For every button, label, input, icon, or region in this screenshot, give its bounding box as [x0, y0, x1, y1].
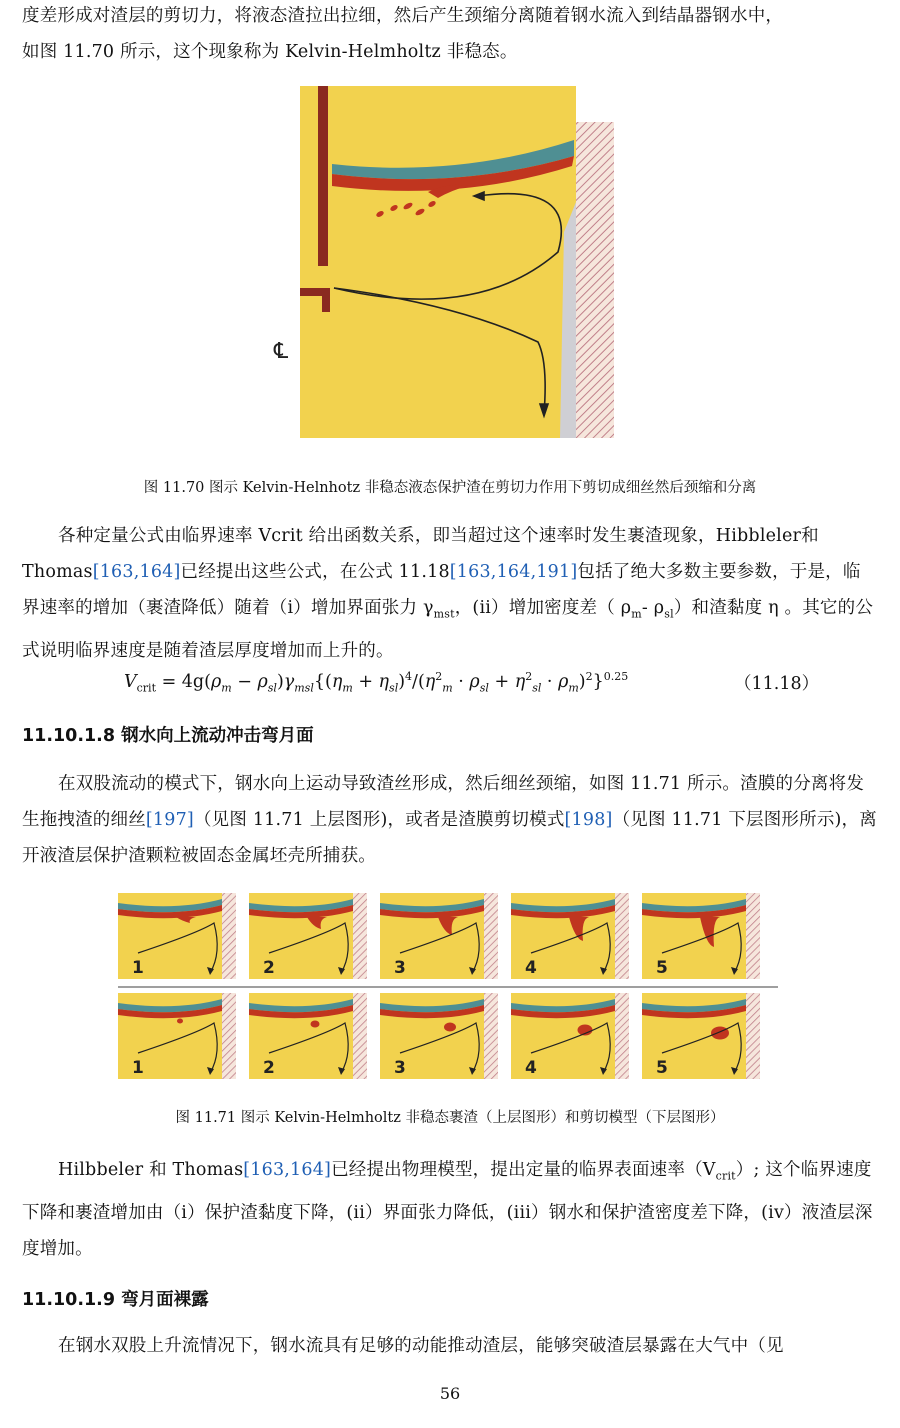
figure-11-71 — [118, 893, 778, 1083]
panel-label: 4 — [525, 1058, 537, 1078]
panel-bottom-2 — [249, 993, 367, 1079]
steel-pool — [300, 86, 576, 438]
panel-bottom-3 — [380, 993, 498, 1079]
panel-label: 2 — [263, 958, 275, 978]
figure-11-70-caption: 图 11.70 图示 Kelvin-Helnhotz 非稳态液态保护渣在剪切力作用下剪切成细丝然后颈缩和分离 — [143, 480, 757, 496]
ref-link[interactable]: [197] — [145, 810, 194, 830]
panel-top-5 — [642, 893, 760, 979]
ref-link[interactable]: [163,164] — [243, 1160, 332, 1180]
panel-top-2 — [249, 893, 367, 979]
ref-link[interactable]: [198] — [564, 810, 613, 830]
panel-bottom-1 — [118, 993, 236, 1079]
panel-bottom-4 — [511, 993, 629, 1079]
paragraph-meniscus-exposure: 在钢水双股上升流情况下，钢水流具有足够的动能推动渣层，能够突破渣层暴露在大气中（见 — [58, 1336, 784, 1356]
intro-paragraph: 度差形成对渣层的剪切力，将液态渣拉出拉细，然后产生颈缩分离随着钢水流入到结晶器钢水中， 如图 11.70 所示，这个现象称为 Kelvin-Helmholtz 非稳态。 — [22, 6, 784, 62]
figure-11-71-caption: 图 11.71 图示 Kelvin-Helmholtz 非稳态裹渣（上层图形）和剪切模型（下层图形） — [175, 1110, 725, 1126]
paragraph-physical-model: Hilbbeler 和 Thomas[163,164]已经提出物理模型，提出定量的临界表面速率$(V_{crit})$; 这个临界速度下降和裹渣增加由（i）保护渣黏度下降，(ii）界面张力降低，(iii）钢水和保护渣密度差下降，(iv）液渣层深度增加。 — [22, 1160, 873, 1259]
ref-link[interactable]: [163,164] — [92, 562, 181, 582]
equation-11-18: $V_{crit} = 4g(\rho_m - \rho_{sl})\gamma_{msl}\{(\eta_m + \eta_{sl})^4/(\eta^2_m \cdot \rho_{sl} + \eta^2_{sl} \cdot \rho_m)^2\}^{0.25}$ — [124, 670, 629, 695]
ref-link[interactable]: [163,164,191] — [449, 562, 578, 582]
sen-nozzle-wall — [318, 86, 328, 266]
centerline-symbol: ℄ — [274, 339, 289, 364]
equation-number: （11.18） — [734, 674, 820, 694]
sen-port-lip — [322, 288, 330, 312]
panel-top-1 — [118, 893, 236, 979]
figure-11-70 — [274, 82, 618, 442]
panel-bottom-5 — [642, 993, 760, 1079]
panel-label: 3 — [394, 1058, 406, 1078]
paragraph-critical-velocity: 各种定量公式由临界速率 Vcrit 给出函数关系，即当超过这个速率时发生裹渣现象，Hibbleler和 Thomas[163,164]已经提出这些公式，在公式 11.18[163,164,191]包括了绝大多数主要参数，于是，临界速率的增加（裹渣降低）随着（i）增加界面张力 $\gamma_{mst}$，(ii）增加密度差（ $\rho_m-$ $\rho_{sl}$）和渣黏度 η 。其它的公式说明临界速度是随着渣层厚度增加而上升的。 — [22, 526, 874, 661]
panel-top-4 — [511, 893, 629, 979]
page-number: 56 — [439, 1384, 461, 1403]
panel-label: 5 — [656, 958, 668, 978]
paragraph-double-roll-flow: 在双股流动的模式下，钢水向上运动导致渣丝形成，然后细丝颈缩，如图 11.71 所示。渣膜的分离将发生拖拽渣的细丝[197]（见图 11.71 上层图形)，或者是渣膜剪切模式[198]（见图 11.71 下层图形所示)，离开液渣层保护渣颗粒被固态金属坯壳所捕获。 — [22, 774, 877, 866]
panel-label: 1 — [132, 1058, 144, 1078]
panel-label: 5 — [656, 1058, 668, 1078]
panel-label: 4 — [525, 958, 537, 978]
section-heading-11-10-1-9: 11.10.1.9 弯月面裸露 — [22, 1290, 209, 1310]
panel-label: 1 — [132, 958, 144, 978]
panel-label: 3 — [394, 958, 406, 978]
mold-wall — [576, 122, 614, 438]
panel-top-3 — [380, 893, 498, 979]
section-heading-11-10-1-8: 11.10.1.8 钢水向上流动冲击弯月面 — [22, 726, 314, 746]
panel-label: 2 — [263, 1058, 275, 1078]
